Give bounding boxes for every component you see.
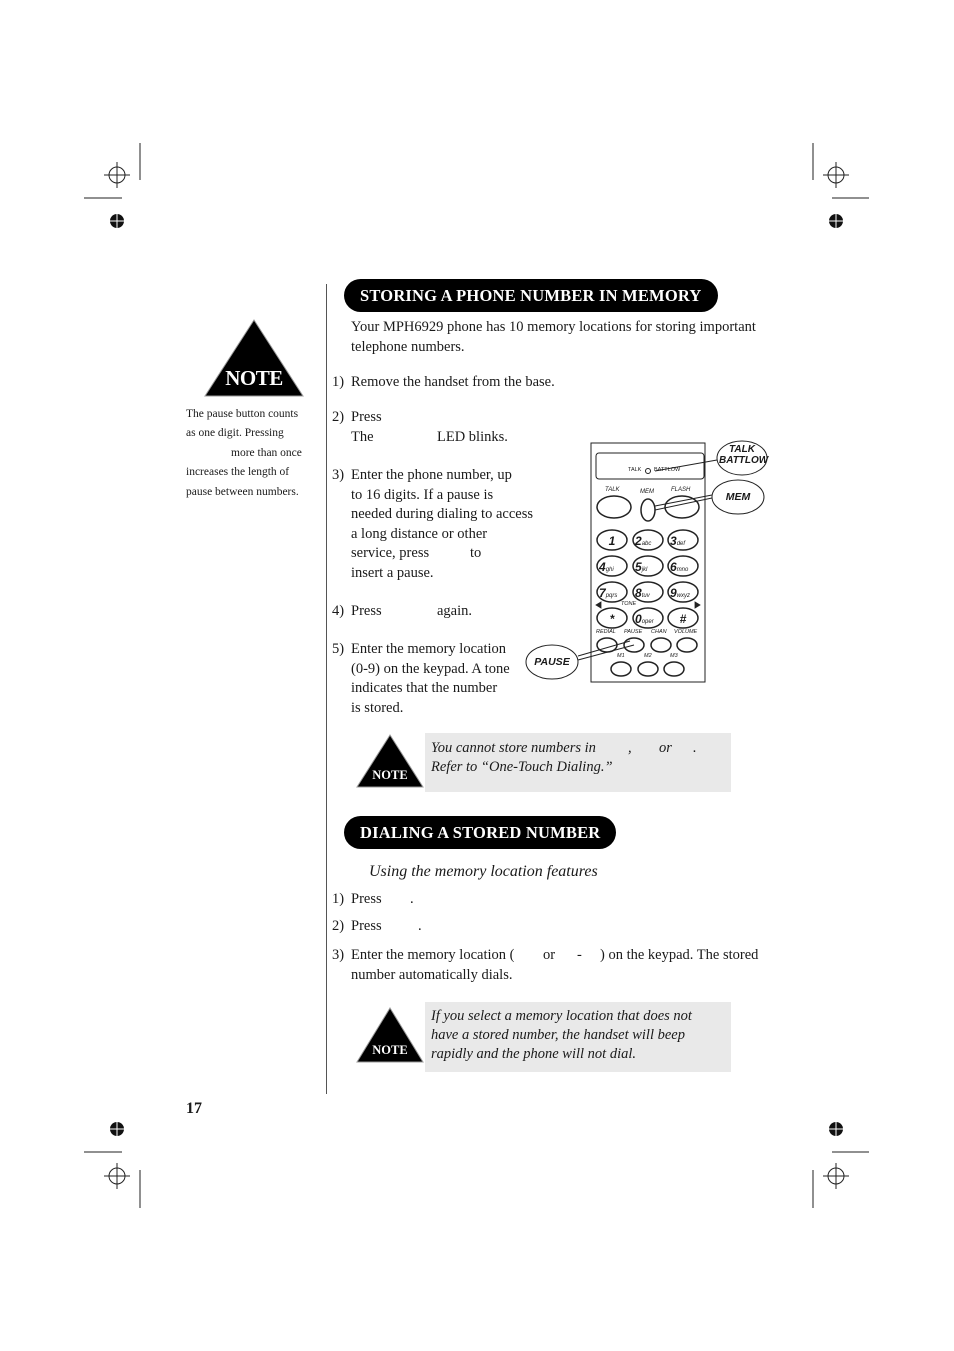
sidebar-note-line: The pause button counts	[186, 408, 299, 420]
key-letters: pqrs	[605, 593, 618, 599]
key-digit: 9	[670, 586, 677, 600]
step-number: 3)	[332, 947, 345, 963]
step-text: Enter the phone number, up	[351, 467, 512, 483]
step-text: .	[418, 918, 422, 934]
step-text: indicates that the number	[351, 680, 498, 696]
keypad-key-pound	[670, 610, 696, 628]
step-text: needed during dialing to access	[351, 506, 533, 522]
sidebar-note-text	[186, 405, 316, 502]
step-text: The	[351, 428, 374, 445]
keypad-key-6	[670, 558, 698, 576]
key-digit: 3	[670, 534, 677, 548]
key-label-flash: FLASH	[671, 487, 691, 493]
step-text: Press	[351, 918, 382, 934]
key-label-mem: MEM	[640, 489, 654, 495]
callout-talk-label: TALK	[729, 444, 755, 455]
storing-intro	[351, 318, 756, 357]
key-label-chan: CHAN	[651, 629, 667, 635]
step-text: Press	[351, 603, 382, 619]
step-text: or	[543, 947, 556, 963]
step-text: a long distance or other	[351, 525, 488, 542]
step-text: Enter the memory location (	[351, 947, 515, 963]
intro-line: telephone numbers.	[351, 338, 465, 355]
step-text: ) on the keypad. The stored	[600, 947, 759, 963]
sidebar-note-line: as one digit. Pressing	[186, 427, 284, 440]
note-text: You cannot store numbers in	[431, 740, 596, 756]
key-digit: 7	[599, 586, 606, 600]
key-digit: 5	[635, 560, 642, 574]
note-text: .	[693, 740, 697, 756]
step-text: to 16 digits. If a pause is	[351, 486, 494, 503]
callout-pause-label: PAUSE	[534, 656, 570, 668]
key-letters: def	[676, 541, 686, 547]
key-letters: wxyz	[676, 593, 691, 599]
sidebar-note-icon	[203, 318, 305, 398]
note-text: rapidly and the phone will not dial.	[431, 1046, 637, 1062]
callout-mem-label: MEM	[725, 491, 751, 503]
step-number: 2)	[332, 918, 345, 934]
dialing-note-text	[425, 1002, 731, 1072]
sidebar-note-label: NOTE	[225, 366, 283, 390]
page-number: 17	[186, 1100, 202, 1117]
key-letters: mno	[676, 567, 689, 573]
column-rule	[326, 284, 327, 1094]
step-number: 1)	[332, 374, 345, 390]
keypad-key-2	[635, 532, 663, 550]
keypad-key-1	[599, 532, 625, 550]
keypad-key-7	[599, 584, 627, 602]
note-text: ,	[628, 740, 632, 756]
step-text: to	[470, 545, 482, 561]
dialing-note-label: NOTE	[372, 1043, 408, 1057]
sidebar-note-line: more than once	[231, 446, 302, 459]
note-text: Refer to “One-Touch Dialing.”	[431, 759, 613, 775]
key-letters: jkl	[641, 567, 648, 573]
note-text: or	[659, 740, 672, 756]
note-text: If you select a memory location that does not	[431, 1008, 692, 1024]
key-digit: *	[609, 612, 615, 626]
display-battlow-label: BATTLOW	[654, 467, 681, 473]
step-number: 3)	[332, 467, 345, 483]
dialing-section-title: DIALING A STORED NUMBER	[344, 816, 616, 849]
step-text: Press	[351, 409, 382, 425]
key-digit: #	[679, 612, 687, 626]
callout-talk-battlow	[719, 444, 769, 466]
storing-note-text	[425, 733, 731, 792]
keypad-key-4	[599, 558, 627, 576]
key-label-volume: VOLUME	[674, 629, 698, 635]
step-text: again.	[437, 603, 473, 619]
key-label-talk: TALK	[605, 487, 620, 493]
key-digit: 0	[635, 612, 642, 626]
key-digit: 1	[608, 534, 616, 548]
storing-note-icon	[355, 733, 425, 789]
key-letters: tuv	[641, 593, 650, 599]
storing-section-title: STORING A PHONE NUMBER IN MEMORY	[344, 279, 718, 312]
keypad-key-8	[635, 584, 663, 602]
step-text: Enter the memory location	[351, 641, 507, 657]
keypad-key-9	[670, 584, 698, 602]
step-number: 2)	[332, 409, 345, 425]
key-label-m3: M3	[670, 653, 678, 659]
step-text: LED blinks.	[437, 428, 508, 445]
display-talk-label: TALK	[628, 467, 642, 473]
dialing-note-icon	[355, 1006, 425, 1064]
callout-battlow-label: BATTLOW	[719, 455, 769, 466]
storing-note-label: NOTE	[372, 768, 408, 782]
keypad-key-3	[670, 532, 698, 550]
step-number: 1)	[332, 891, 345, 907]
step-number: 5)	[332, 641, 345, 657]
key-digit: 8	[635, 586, 642, 600]
step-text: number automatically dials.	[351, 966, 513, 983]
key-label-redial: REDIAL	[596, 629, 616, 635]
step-text: service, press	[351, 545, 430, 561]
key-digit: 4	[599, 560, 606, 574]
step-text: is stored.	[351, 699, 404, 716]
intro-line: Your MPH6929 phone has 10 memory locations for storing important	[351, 319, 756, 335]
phone-illustration	[524, 438, 774, 686]
key-letters: oper	[641, 619, 654, 625]
key-label-m2: M2	[644, 653, 652, 659]
step-text: insert a pause.	[351, 564, 434, 581]
key-label-m1: M1	[617, 653, 625, 659]
sidebar-note-line: pause between numbers.	[186, 485, 299, 498]
tone-label: TONE	[621, 601, 637, 607]
step-text: -	[577, 947, 582, 963]
key-label-pause: PAUSE	[624, 629, 643, 635]
step-text: (0-9) on the keypad. A tone	[351, 660, 510, 677]
key-letters: abc	[641, 541, 652, 547]
key-letters: ghi	[605, 567, 614, 573]
keypad-key-5	[635, 558, 663, 576]
keypad-key-star	[599, 610, 625, 628]
key-digit: 6	[670, 560, 677, 574]
keypad-key-0	[635, 610, 663, 628]
key-digit: 2	[635, 534, 642, 548]
step-text: Press	[351, 891, 382, 907]
step-number: 4)	[332, 603, 345, 619]
note-text: have a stored number, the handset will beep	[431, 1027, 685, 1043]
step-text: .	[410, 891, 414, 907]
sidebar-note-line: increases the length of	[186, 466, 290, 479]
dialing-subtitle: Using the memory location features	[369, 863, 598, 880]
step-text: Remove the handset from the base.	[351, 374, 555, 390]
